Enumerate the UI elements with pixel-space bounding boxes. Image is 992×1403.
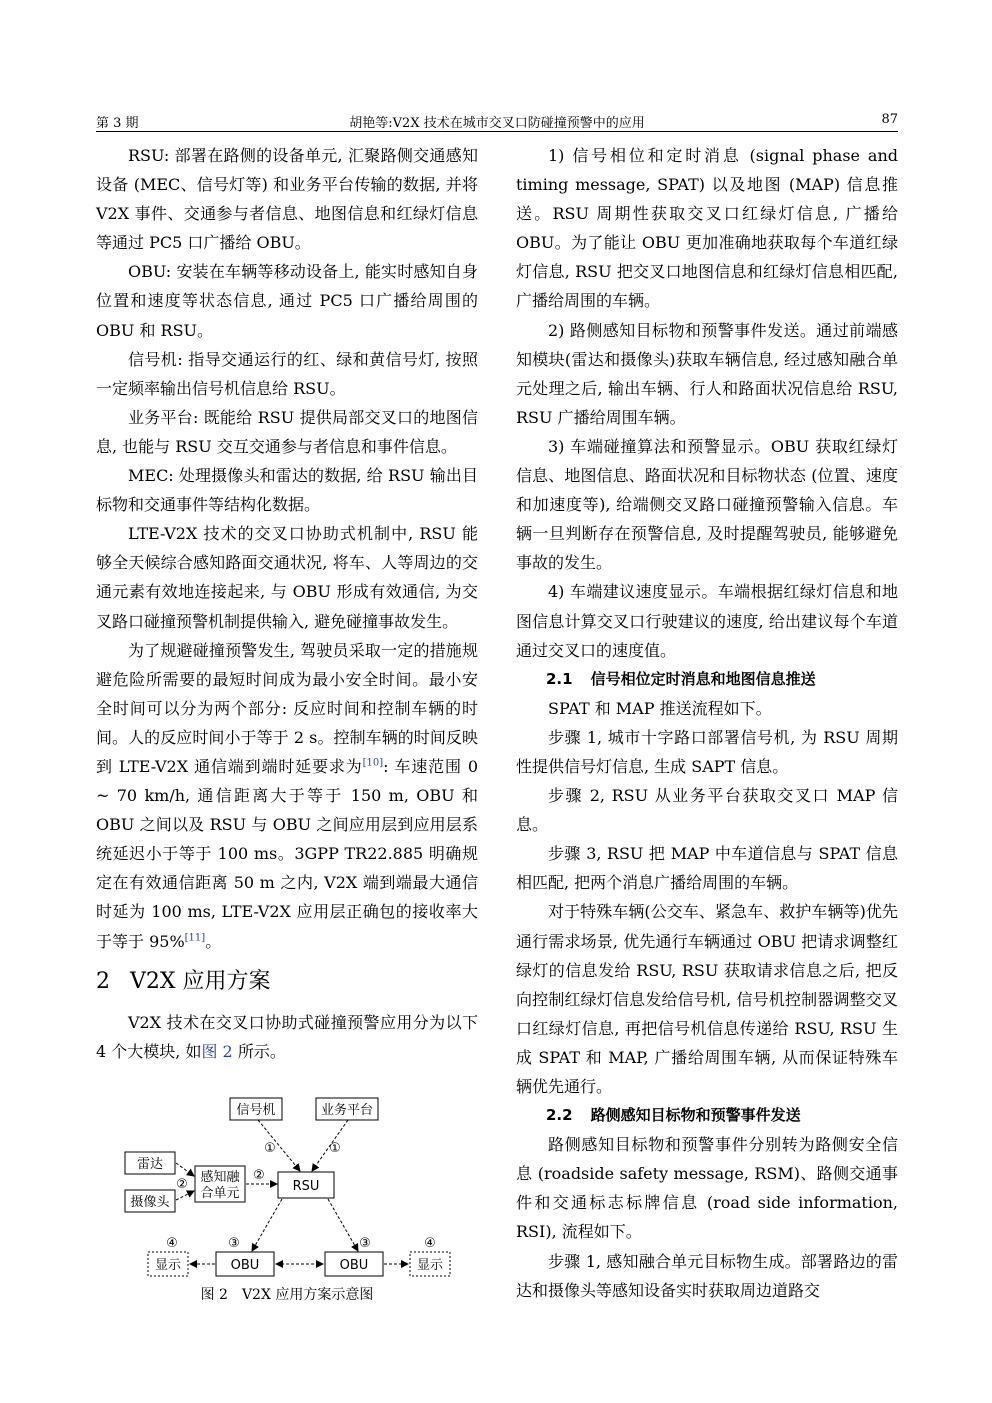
para-modules <box>96 1008 478 1066</box>
para-special-vehicles: 对于特殊车辆(公交车、紧急车、救护车辆等)优先通行需求场景, 优先通行车辆通过 OBU 把请求调整红绿灯的信息发给 RSU, RSU 获取请求信息之后, 把反向控制红绿灯信息发给信号机, 信号机控制器调整交叉口红绿灯信息, 再把信号机信息传递给 RSU, RSU 生成 SPAT 和 MAP, 广播给周围车辆, 从而保证特殊车辆优先通行。 <box>516 902 898 1096</box>
display-left-label: 显示 <box>154 1258 182 1273</box>
para-safety-time-b: : 车速范围 0 ~ 70 km/h, 通信距离大于等于 150 m, OBU 和 OBU 之间以及 RSU 与 OBU 之间应用层到应用层系统延迟小于等于 100 ms。3GPP TR22.885 明确规定在有效通信距离 50 m 之内, V2X 端到端最大通信时延为 100 ms, LTE-V2X 应用层正确包的接收率大于等于 95% <box>96 756 478 951</box>
display-right-label: 显示 <box>416 1258 444 1273</box>
rsu-label: RSU <box>292 1179 320 1194</box>
para-lte-v2x: LTE-V2X 技术的交叉口协助式机制中, RSU 能够全天候综合感知路面交通状况, 将车、人等周边的交通元素有效地连接起来, 与 OBU 形成有效通信, 为交叉路口碰撞预警机制提供输入, 避免碰撞事故发生。 <box>96 524 478 631</box>
section-2-2-number: 2.2 <box>546 1106 573 1125</box>
para-module-2: 2) 路侧感知目标物和预警事件发送。通过前端感知模块(雷达和摄像头)获取车辆信息, 经过感知融合单元处理之后, 输出车辆、行人和路面状况信息给 RSU, RSU 广播给周围车辆。 <box>516 320 898 427</box>
para-safety-time <box>96 636 478 956</box>
obu-left-label: OBU <box>230 1258 260 1273</box>
right-column <box>516 141 898 1305</box>
section-2-1-title: 信号相位定时消息和地图信息推送 <box>590 669 816 688</box>
section-2-2-heading <box>516 1101 898 1130</box>
arrow-rsu-obu-right <box>328 1199 358 1251</box>
para-fusion-step-1: 步骤 1, 感知融合单元目标物生成。部署路边的雷达和摄像头等感知设备实时获取周边道路交 <box>516 1251 898 1300</box>
para-safety-time-a: 为了规避碰撞预警发生, 驾驶员采取一定的措施规避危险所需要的最短时间成为最小安全时间。最小安全时间可以分为两个部分: 反应时间和控制车辆的时间。人的反应时间小于等于 2 s。控制车辆的时间反映到 LTE-V2X 通信端到端时延要求为 <box>96 640 478 776</box>
section-2-heading <box>96 967 478 997</box>
para-module-4: 4) 车端建议速度显示。车端根据红绿灯信息和地图信息计算交叉口行驶建议的速度, 给出建议每个车道通过交叉口的速度值。 <box>516 582 898 660</box>
para-step-1: 步骤 1, 城市十字路口部署信号机, 为 RSU 周期性提供信号灯信息, 生成 SAPT 信息。 <box>516 727 898 776</box>
section-2-1-number: 2.1 <box>546 669 573 688</box>
para-rsu: RSU: 部署在路侧的设备单元, 汇聚路侧交通感知设备 (MEC、信号灯等) 和业务平台传输的数据, 并将 V2X 事件、交通参与者信息、地图信息和红绿灯信息等通过 PC5 口广播给 OBU。 <box>96 146 478 253</box>
para-module-1: 1) 信号相位和定时消息 (signal phase and timing message, SPAT) 以及地图 (MAP) 信息推送。RSU 周期性获取交叉口红绿灯信息, 广播给 OBU。为了能让 OBU 更加准确地获取每个车道红绿灯信息, RSU 把交叉口地图信息和红绿灯信息相匹配, 广播给周围的车辆。 <box>516 146 898 311</box>
marker-3-right: ③ <box>359 1236 371 1251</box>
fusion-label-2: 合单元 <box>200 1186 240 1201</box>
citation-10[interactable]: [10] <box>362 757 384 769</box>
figure-2 <box>120 1094 460 1282</box>
fusion-label-1: 感知融 <box>200 1170 240 1185</box>
marker-2-fusion: ② <box>253 1168 265 1183</box>
arrow-rsu-obu-left <box>252 1199 282 1251</box>
figure-2-caption: 图 2 V2X 应用方案示意图 <box>200 1287 374 1303</box>
issue-number: 第 3 期 <box>96 116 139 131</box>
marker-4-left: ④ <box>166 1236 178 1251</box>
citation-11[interactable]: [11] <box>184 932 206 944</box>
para-mec: MEC: 处理摄像头和雷达的数据, 给 RSU 输出目标物和交通事件等结构化数据。 <box>96 466 478 515</box>
v2x-diagram <box>120 1094 460 1282</box>
para-modules-a: V2X 技术在交叉口协助式碰撞预警应用分为以下 4 个大模块, 如 <box>96 1012 478 1061</box>
para-spat-flow: SPAT 和 MAP 推送流程如下。 <box>548 698 772 718</box>
page-number: 87 <box>881 112 898 127</box>
radar-label: 雷达 <box>136 1157 164 1172</box>
section-2-2-title: 路侧感知目标物和预警事件发送 <box>590 1106 801 1125</box>
marker-4-right: ④ <box>424 1236 436 1251</box>
figure-2-link[interactable]: 图 2 <box>201 1041 233 1061</box>
arrow-radar-fusion <box>176 1163 194 1176</box>
left-column <box>96 141 478 1066</box>
obu-right-label: OBU <box>339 1258 369 1273</box>
marker-1-platform: ① <box>329 1141 341 1156</box>
marker-3-left: ③ <box>228 1236 240 1251</box>
para-safety-time-c: 。 <box>205 931 222 951</box>
para-signal: 信号机: 指导交通运行的红、绿和黄信号灯, 按照一定频率输出信号机信息给 RSU。 <box>96 349 478 398</box>
para-step-2: 步骤 2, RSU 从业务平台获取交叉口 MAP 信息。 <box>516 786 898 835</box>
para-rsm-rsi: 路侧感知目标物和预警事件分别转为路侧安全信息 (roadside safety message, RSM)、路侧交通事件和交通标志标牌信息 (road side information, RSI), 流程如下。 <box>516 1135 898 1242</box>
section-2-title: V2X 应用方案 <box>130 968 271 994</box>
para-platform: 业务平台: 既能给 RSU 提供局部交叉口的地图信息, 也能与 RSU 交互交通参与者信息和事件信息。 <box>96 407 478 456</box>
marker-2-sensors: ② <box>176 1177 188 1192</box>
signal-label: 信号机 <box>236 1103 276 1118</box>
arrow-camera-fusion <box>176 1191 194 1200</box>
header-rule <box>96 131 898 132</box>
para-obu: OBU: 安装在车辆等移动设备上, 能实时感知自身位置和速度等状态信息, 通过 PC5 口广播给周围的 OBU 和 RSU。 <box>96 262 478 340</box>
marker-1-signal: ① <box>264 1141 276 1156</box>
section-2-1-heading <box>516 665 898 694</box>
camera-label: 摄像头 <box>130 1195 170 1210</box>
para-module-3: 3) 车端碰撞算法和预警显示。OBU 获取红绿灯信息、地图信息、路面状况和目标物状态 (位置、速度和加速度等), 给端侧交叉路口碰撞预警输入信息。车辆一旦判断存在预警信息, 及时提醒驾驶员, 能够避免事故的发生。 <box>516 436 898 573</box>
section-2-number: 2 <box>96 968 110 994</box>
platform-label: 业务平台 <box>320 1103 374 1118</box>
running-title: 胡艳等:V2X 技术在城市交叉口防碰撞预警中的应用 <box>349 116 645 131</box>
para-modules-b: 所示。 <box>232 1041 286 1061</box>
para-step-3: 步骤 3, RSU 把 MAP 中车道信息与 SPAT 信息相匹配, 把两个消息广播给周围的车辆。 <box>516 844 898 893</box>
running-header <box>96 110 898 132</box>
